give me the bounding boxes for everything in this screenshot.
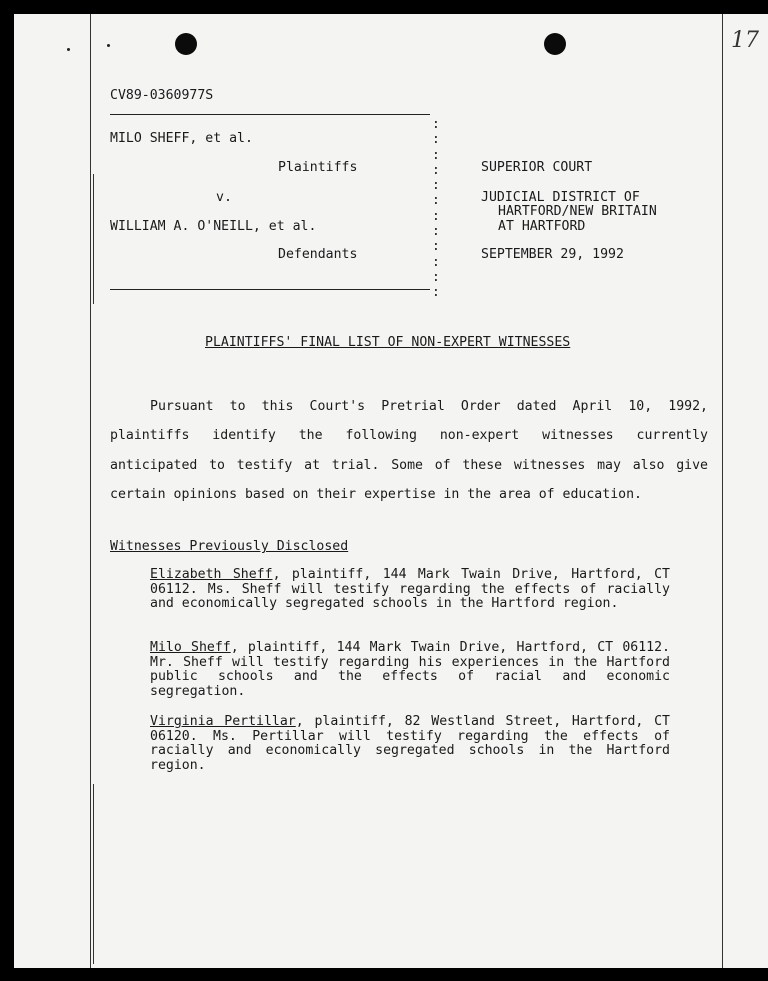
- intro-paragraph: Pursuant to this Court's Pretrial Order dated April 10, 1992, plaintiffs identify the following non-expert witnesses currently anticipated to testify at trial. Some of these witnesses may also give certain opinions based on their expertise in the area of education.: [110, 399, 708, 503]
- scan-speck: [67, 48, 70, 51]
- right-margin-line: [722, 14, 723, 968]
- witness-name: Elizabeth Sheff: [150, 567, 273, 582]
- left-margin-line: [90, 14, 91, 968]
- document-page: [14, 14, 768, 968]
- witness-name: Milo Sheff: [150, 640, 231, 655]
- witness-details: , plaintiff, 144 Mark Twain Drive, Hartford, CT 06112. Mr. Sheff will testify regarding his experiences in the Hartford public schools and the effects of racial and economic segregation.: [150, 640, 670, 699]
- defendant-role: Defendants: [278, 247, 358, 262]
- handwritten-page-mark: 17: [731, 28, 759, 53]
- document-title: PLAINTIFFS' FINAL LIST OF NON-EXPERT WITNESSES: [205, 335, 571, 350]
- witness-entry: [150, 641, 670, 699]
- witness-entry: [150, 568, 670, 612]
- filing-date: SEPTEMBER 29, 1992: [481, 247, 624, 262]
- witness-entry: [150, 715, 670, 773]
- versus-label: v.: [216, 190, 232, 205]
- court-name: SUPERIOR COURT: [481, 160, 593, 175]
- left-margin-line-inner: [93, 174, 94, 304]
- punch-hole-left: [175, 33, 197, 55]
- scan-speck: [107, 44, 110, 47]
- judicial-district-line-2: HARTFORD/NEW BRITAIN: [498, 204, 657, 219]
- section-heading: Witnesses Previously Disclosed: [110, 539, 349, 554]
- witness-name: Virginia Pertillar: [150, 714, 296, 729]
- plaintiff-role: Plaintiffs: [278, 160, 358, 175]
- plaintiff-name: MILO SHEFF, et al.: [110, 131, 253, 146]
- punch-hole-right: [544, 33, 566, 55]
- judicial-district-line-3: AT HARTFORD: [498, 219, 586, 234]
- defendant-name: WILLIAM A. O'NEILL, et al.: [110, 219, 317, 234]
- caption-colon-column: : : : : : : : : : : : :: [432, 117, 440, 301]
- judicial-district-line-1: JUDICIAL DISTRICT OF: [481, 190, 640, 205]
- left-margin-line-inner-lower: [93, 784, 94, 964]
- case-number: CV89-0360977S: [110, 88, 214, 103]
- caption-rule-bottom: [110, 289, 430, 290]
- witness-details: , plaintiff, 82 Westland Street, Hartford, CT 06120. Ms. Pertillar will testify regarding the effects of racially and economically segregated schools in the Hartford region.: [150, 714, 670, 773]
- witness-details: , plaintiff, 144 Mark Twain Drive, Hartford, CT 06112. Ms. Sheff will testify regarding the effects of racially and economically segregated schools in the Hartford region.: [150, 567, 670, 612]
- caption-rule-top: [110, 114, 430, 115]
